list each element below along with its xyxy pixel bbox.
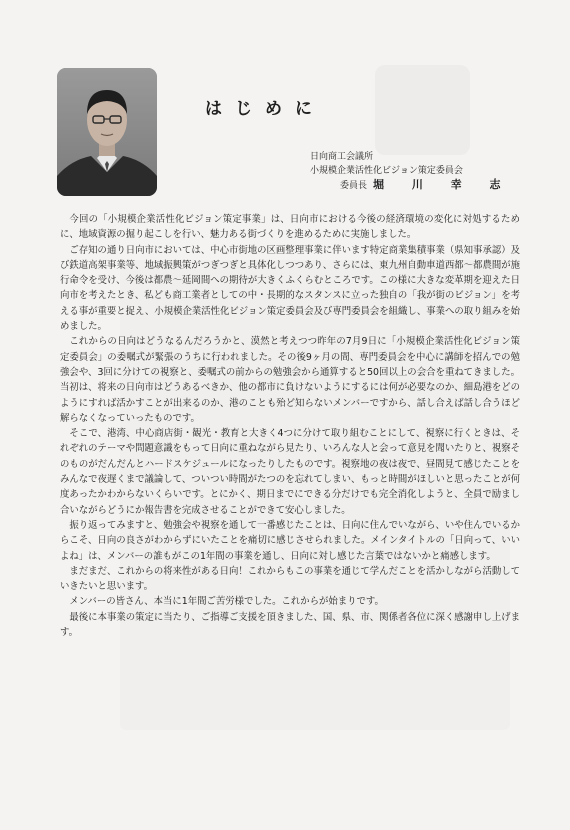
paragraph: これからの日向はどうなるんだろうかと、漠然と考えつつ昨年の7月9日に「小規模企業活性化ビジョン策定委員会」の委嘱式が緊張のうちに行われました。その後9ヶ月の間、専門委員会を中心に講師を招んでの勉強会や、3回に分けての視察と、委嘱式の前からの勉強会から通算すると50回以上の会合を重ねてきました。当初は、将来の日向市はどうあるべきか、他の都市に負けないようにするには何が必要なのか、細島港をどのようにすれば活かすことが出来るのか、港のことも殆ど知らないメンバーですから、話し合えば話し合うほど解らなくなっていったものです。 bbox=[60, 336, 520, 424]
page-title: はじめに bbox=[205, 99, 325, 119]
org-name: 日向商工会議所 bbox=[310, 152, 374, 162]
paragraph: そこで、港湾、中心商店街・観光・教育と大きく4つに分けて取り組むことにして、視察に行くときは、それぞれのテーマや問題意識をもって日向に重ねながら見たり、いろんな人と会って意見を聞いたりと、視察そのものがだんだんとハードスケジュールになったりしたものです。視察地の夜は夜で、昼間見て感じたことをみんなで夜遅くまで議論して、ついつい時間がたつのを忘れてしまい、もっと時間がほしいと思ったことが何度あったかわからないくらいです。とにかく、期日までにできる分だけでも完全消化しようと、全員で励まし合いながらどうにか報告書を完成させることができて安心しました。 bbox=[60, 428, 520, 516]
paragraph: まだまだ、これからの将来性がある日向！これからもこの事業を通じて学んだことを活かしながら活動していきたいと思います。 bbox=[60, 565, 520, 593]
author-block bbox=[310, 150, 513, 193]
author-name: 堀 川 幸 志 bbox=[373, 178, 513, 191]
paragraph: メンバーの皆さん、本当に1年間ご苦労様でした。これからが始まりです。 bbox=[69, 596, 384, 608]
committee-name: 小規模企業活性化ビジョン策定委員会 bbox=[310, 166, 463, 176]
author-role: 委員長 bbox=[340, 181, 368, 191]
paragraph: 振り返ってみますと、勉強会や視察を通して一番感じたことは、日向に住んでいながら、いや住んでいるからこそ、日向の良さがわからずにいたことを痛切に感じさせられました。メインタイトルの「日向って、いいよね」は、メンバーの誰もがこの1年間の事業を通し、日向に対し感じた言葉ではないかと痛感します。 bbox=[60, 519, 520, 562]
paragraph: ご存知の通り日向市においては、中心市街地の区画整理事業に伴います特定商業集積事業（県知事承認）及び鉄道高架事業等、地域振興策がつぎつぎと具体化しつつあり、さらには、東九州自動車道西都～都農間が施行命令を受け、今後は都農～延岡間への期待が大きくふくらむところです。この様に大きな変革期を迎えた日向市を考えたとき、私ども商工業者としての中・長期的なスタンスに立った独自の「我が街のビジョン」を考える事が重要と捉え、小規模企業活性化ビジョン策定委員会及び専門委員会を組織し、事業への取り組みを始めました。 bbox=[60, 244, 520, 333]
show-through-photo bbox=[375, 65, 470, 155]
paragraph: 最後に本事業の策定に当たり、ご指導ご支援を頂きました、国、県、市、関係者各位に深く感謝申し上げます。 bbox=[60, 611, 520, 639]
paragraph: 今回の「小規模企業活性化ビジョン策定事業」は、日向市における今後の経済環境の変化に対処するために、地域資源の掘り起こしを行い、魅力ある街づくりを進めるために実施しました。 bbox=[60, 214, 520, 241]
author-portrait bbox=[57, 68, 157, 196]
body-text bbox=[60, 212, 520, 640]
author-line bbox=[340, 178, 513, 193]
